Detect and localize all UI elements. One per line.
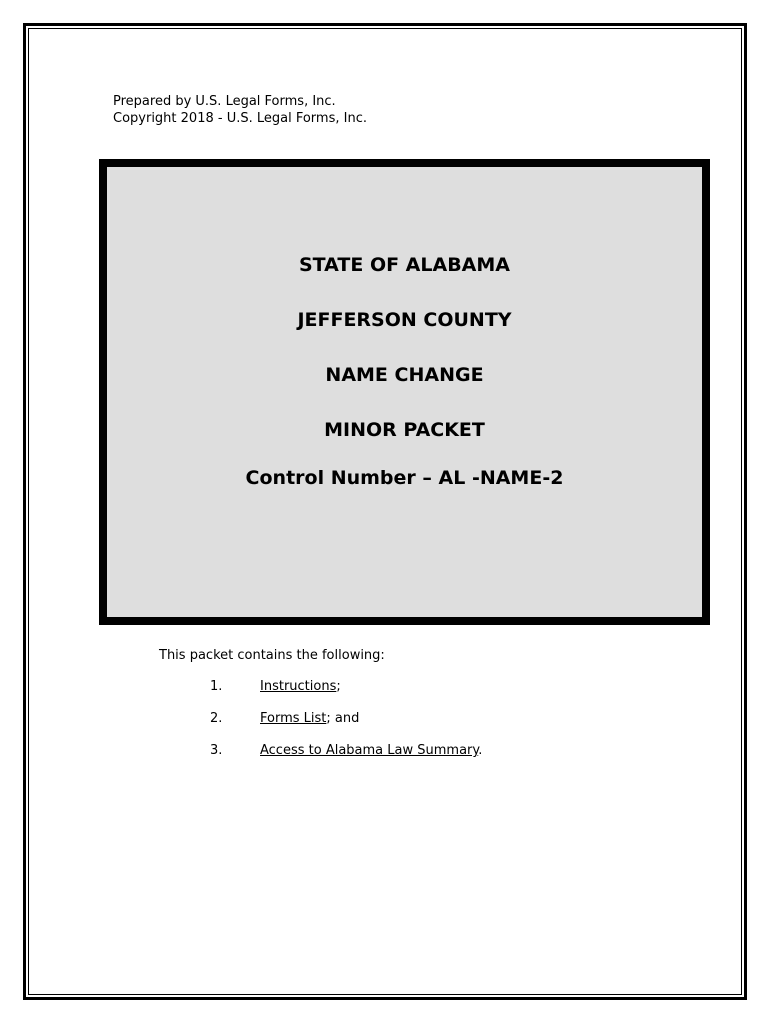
law-summary-link[interactable]: Access to Alabama Law Summary — [260, 743, 479, 758]
list-item-number: 2. — [210, 711, 223, 726]
packet-title: MINOR PACKET — [324, 419, 485, 441]
list-item-suffix: ; and — [326, 711, 360, 726]
state-title: STATE OF ALABAMA — [298, 254, 510, 276]
list-item-suffix: . — [478, 743, 483, 758]
copyright-text: Copyright 2018 - U.S. Legal Forms, Inc. — [113, 111, 367, 126]
list-item-number: 1. — [210, 679, 223, 694]
list-item — [210, 711, 359, 726]
control-number: Control Number – AL -NAME-2 — [245, 467, 564, 489]
county-title: JEFFERSON COUNTY — [297, 309, 512, 331]
list-item-suffix: ; — [336, 679, 341, 694]
list-item — [210, 679, 341, 694]
contents-intro: This packet contains the following: — [159, 648, 385, 663]
subject-title: NAME CHANGE — [325, 364, 484, 386]
forms-list-link[interactable]: Forms List — [260, 711, 327, 726]
list-item-number: 3. — [210, 743, 223, 758]
prepared-by-text: Prepared by U.S. Legal Forms, Inc. — [113, 94, 336, 109]
title-box — [99, 159, 710, 625]
instructions-link[interactable]: Instructions — [260, 679, 337, 694]
prepared-by-block — [113, 93, 367, 127]
list-item — [210, 743, 482, 758]
